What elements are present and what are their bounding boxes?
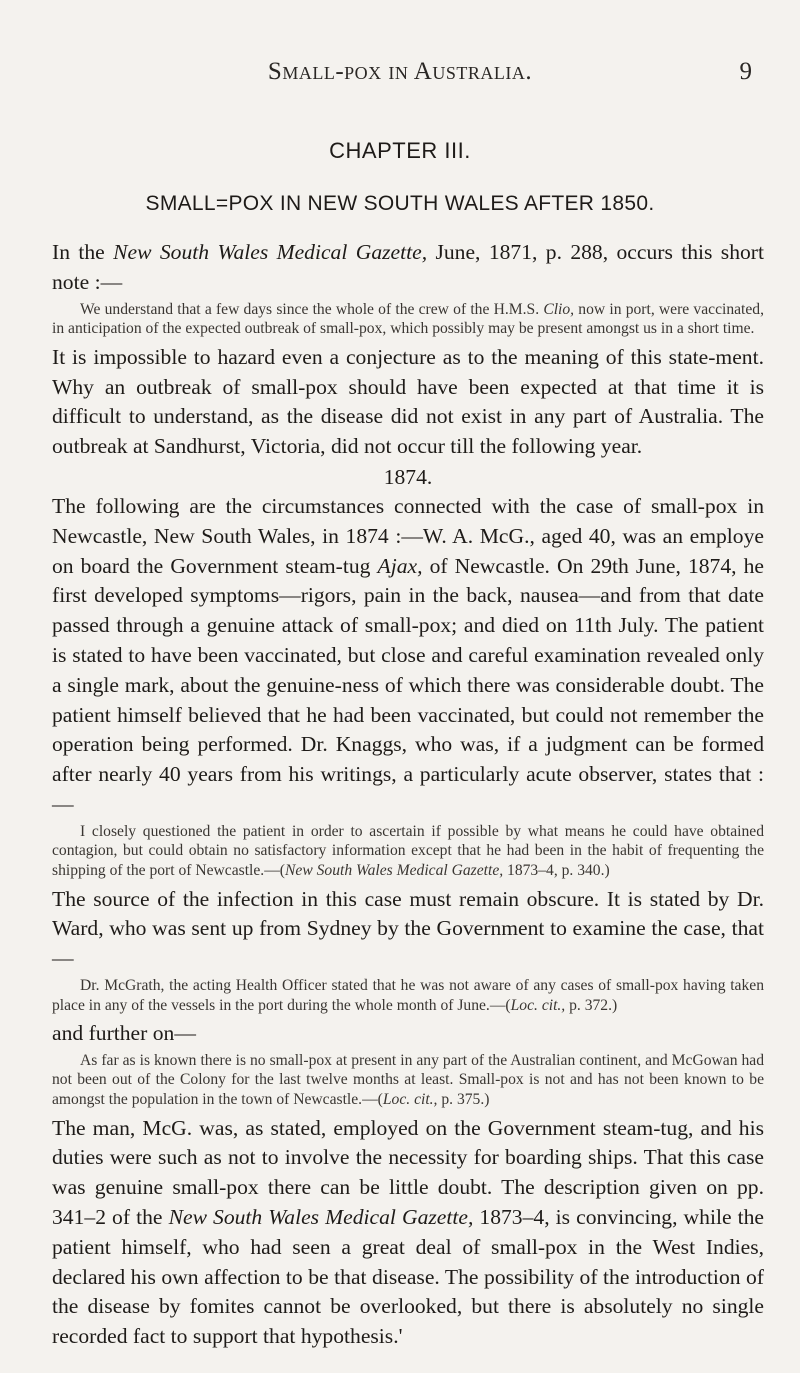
quotation-2 xyxy=(52,822,764,881)
text-run: p. 375.) xyxy=(437,1091,490,1109)
quotation-3 xyxy=(52,976,764,1015)
year-heading: 1874. xyxy=(383,464,433,489)
citation-ref: Loc. cit., xyxy=(510,996,566,1014)
paragraph-2: It is impossible to hazard even a conjecture as to the meaning of this state-ment. Why an outbreak of small-pox should have been expected at that time it is difficult to understand, as the disease did not exist in any part of Australia. The outbreak at Sandhurst, Victoria, did not occur till the following year. xyxy=(52,344,764,459)
text-run: We understand that a few days since the whole of the crew of the H.M.S. xyxy=(80,300,544,318)
text-run: 1873–4, p. 340.) xyxy=(503,861,610,879)
text-run: The man, McG. was, as stated, employed on the Government steam-tug, and his duties were such as not to involve the necessity for boarding ships. That this case was genuine small-pox there can be little doubt. The description given on pp. 341–2 of the xyxy=(52,1115,764,1230)
journal-title: New South Wales Medical Gazette, xyxy=(113,240,428,264)
page-number: 9 xyxy=(739,58,752,85)
running-head xyxy=(0,58,800,88)
quotation-1 xyxy=(52,300,764,339)
text-run: of Newcastle. On 29th June, 1874, he first developed symptoms—rigors, pain in the back, nausea—and from that date passed through a genuine attack of small-pox; and died on 11th July. The patient is stated to have been vaccinated, but close and careful examination revealed only a single mark, about the genuine-ness of which there was considerable doubt. The patient himself believed that he had been vaccinated, but could not remember the operation being performed. Dr. Knaggs, who was, if a judgment can be formed after nearly 40 years from his writings, a particularly acute observer, states that :— xyxy=(52,553,764,816)
text-run: The following are the circumstances connected with the case of small-pox in Newcastle, New South Wales, in 1874 :—W. A. McG., aged 40, was an employe on board the Government steam-tug xyxy=(52,493,764,578)
text-run: now in port, were vaccinated, in anticipation of the expected outbreak of small-pox, which possibly may be present amongst us in a short time. xyxy=(52,300,764,338)
paragraph-4: The source of the infection in this case must remain obscure. It is stated by Dr. Ward, who was sent up from Sydney by the Government to examine the case, that— xyxy=(52,886,764,971)
text-run: I closely questioned the patient in order to ascertain if possible by what means he could have obtained contagion, but could obtain no satisfactory information except that he had been in the habit of frequenting the shipping of the port of Newcastle.—( xyxy=(52,822,764,879)
journal-title: New South Wales Medical Gazette, xyxy=(285,861,504,879)
text-run: June, 1871, p. 288, occurs this short note :— xyxy=(52,240,764,294)
ship-name: Clio, xyxy=(543,300,575,318)
text-run: In the xyxy=(52,240,114,264)
paragraph-6 xyxy=(52,1114,764,1352)
running-title: Small-pox in Australia. xyxy=(267,58,533,85)
text-run: p. 372.) xyxy=(565,996,618,1014)
text-run: 1873–4, is convincing, while the patient himself, who had seen a great deal of small-pox in the West Indies, declared his own affection to be that disease. The possibility of the introduction of the disease by fomites cannot be overlooked, but there is absolutely no single recorded fact to support that hypothesis.' xyxy=(52,1205,764,1349)
section-title: SMALL=POX IN NEW SOUTH WALES AFTER 1850. xyxy=(145,192,655,215)
chapter-title: CHAPTER III. xyxy=(329,138,471,163)
text-run: As far as is known there is no small-pox at present in any part of the Australian continent, and McGowan had not been out of the Colony for the last twelve months at least. Small-pox is not and has not been known to be amongst the population in the town of Newcastle.—( xyxy=(52,1051,764,1109)
paragraph-5: and further on— xyxy=(52,1021,196,1046)
page-body xyxy=(52,238,764,1352)
paragraph-1 xyxy=(52,238,764,298)
journal-title: New South Wales Medical Gazette, xyxy=(168,1205,474,1230)
vessel-name: Ajax, xyxy=(377,553,423,578)
quotation-4 xyxy=(52,1051,764,1110)
paragraph-3 xyxy=(52,492,764,820)
text-run: Dr. McGrath, the acting Health Officer stated that he was not aware of any cases of small-pox having taken place in any of the vessels in the port during the whole month of June.—( xyxy=(52,976,764,1014)
citation-ref: Loc. cit., xyxy=(382,1091,438,1109)
